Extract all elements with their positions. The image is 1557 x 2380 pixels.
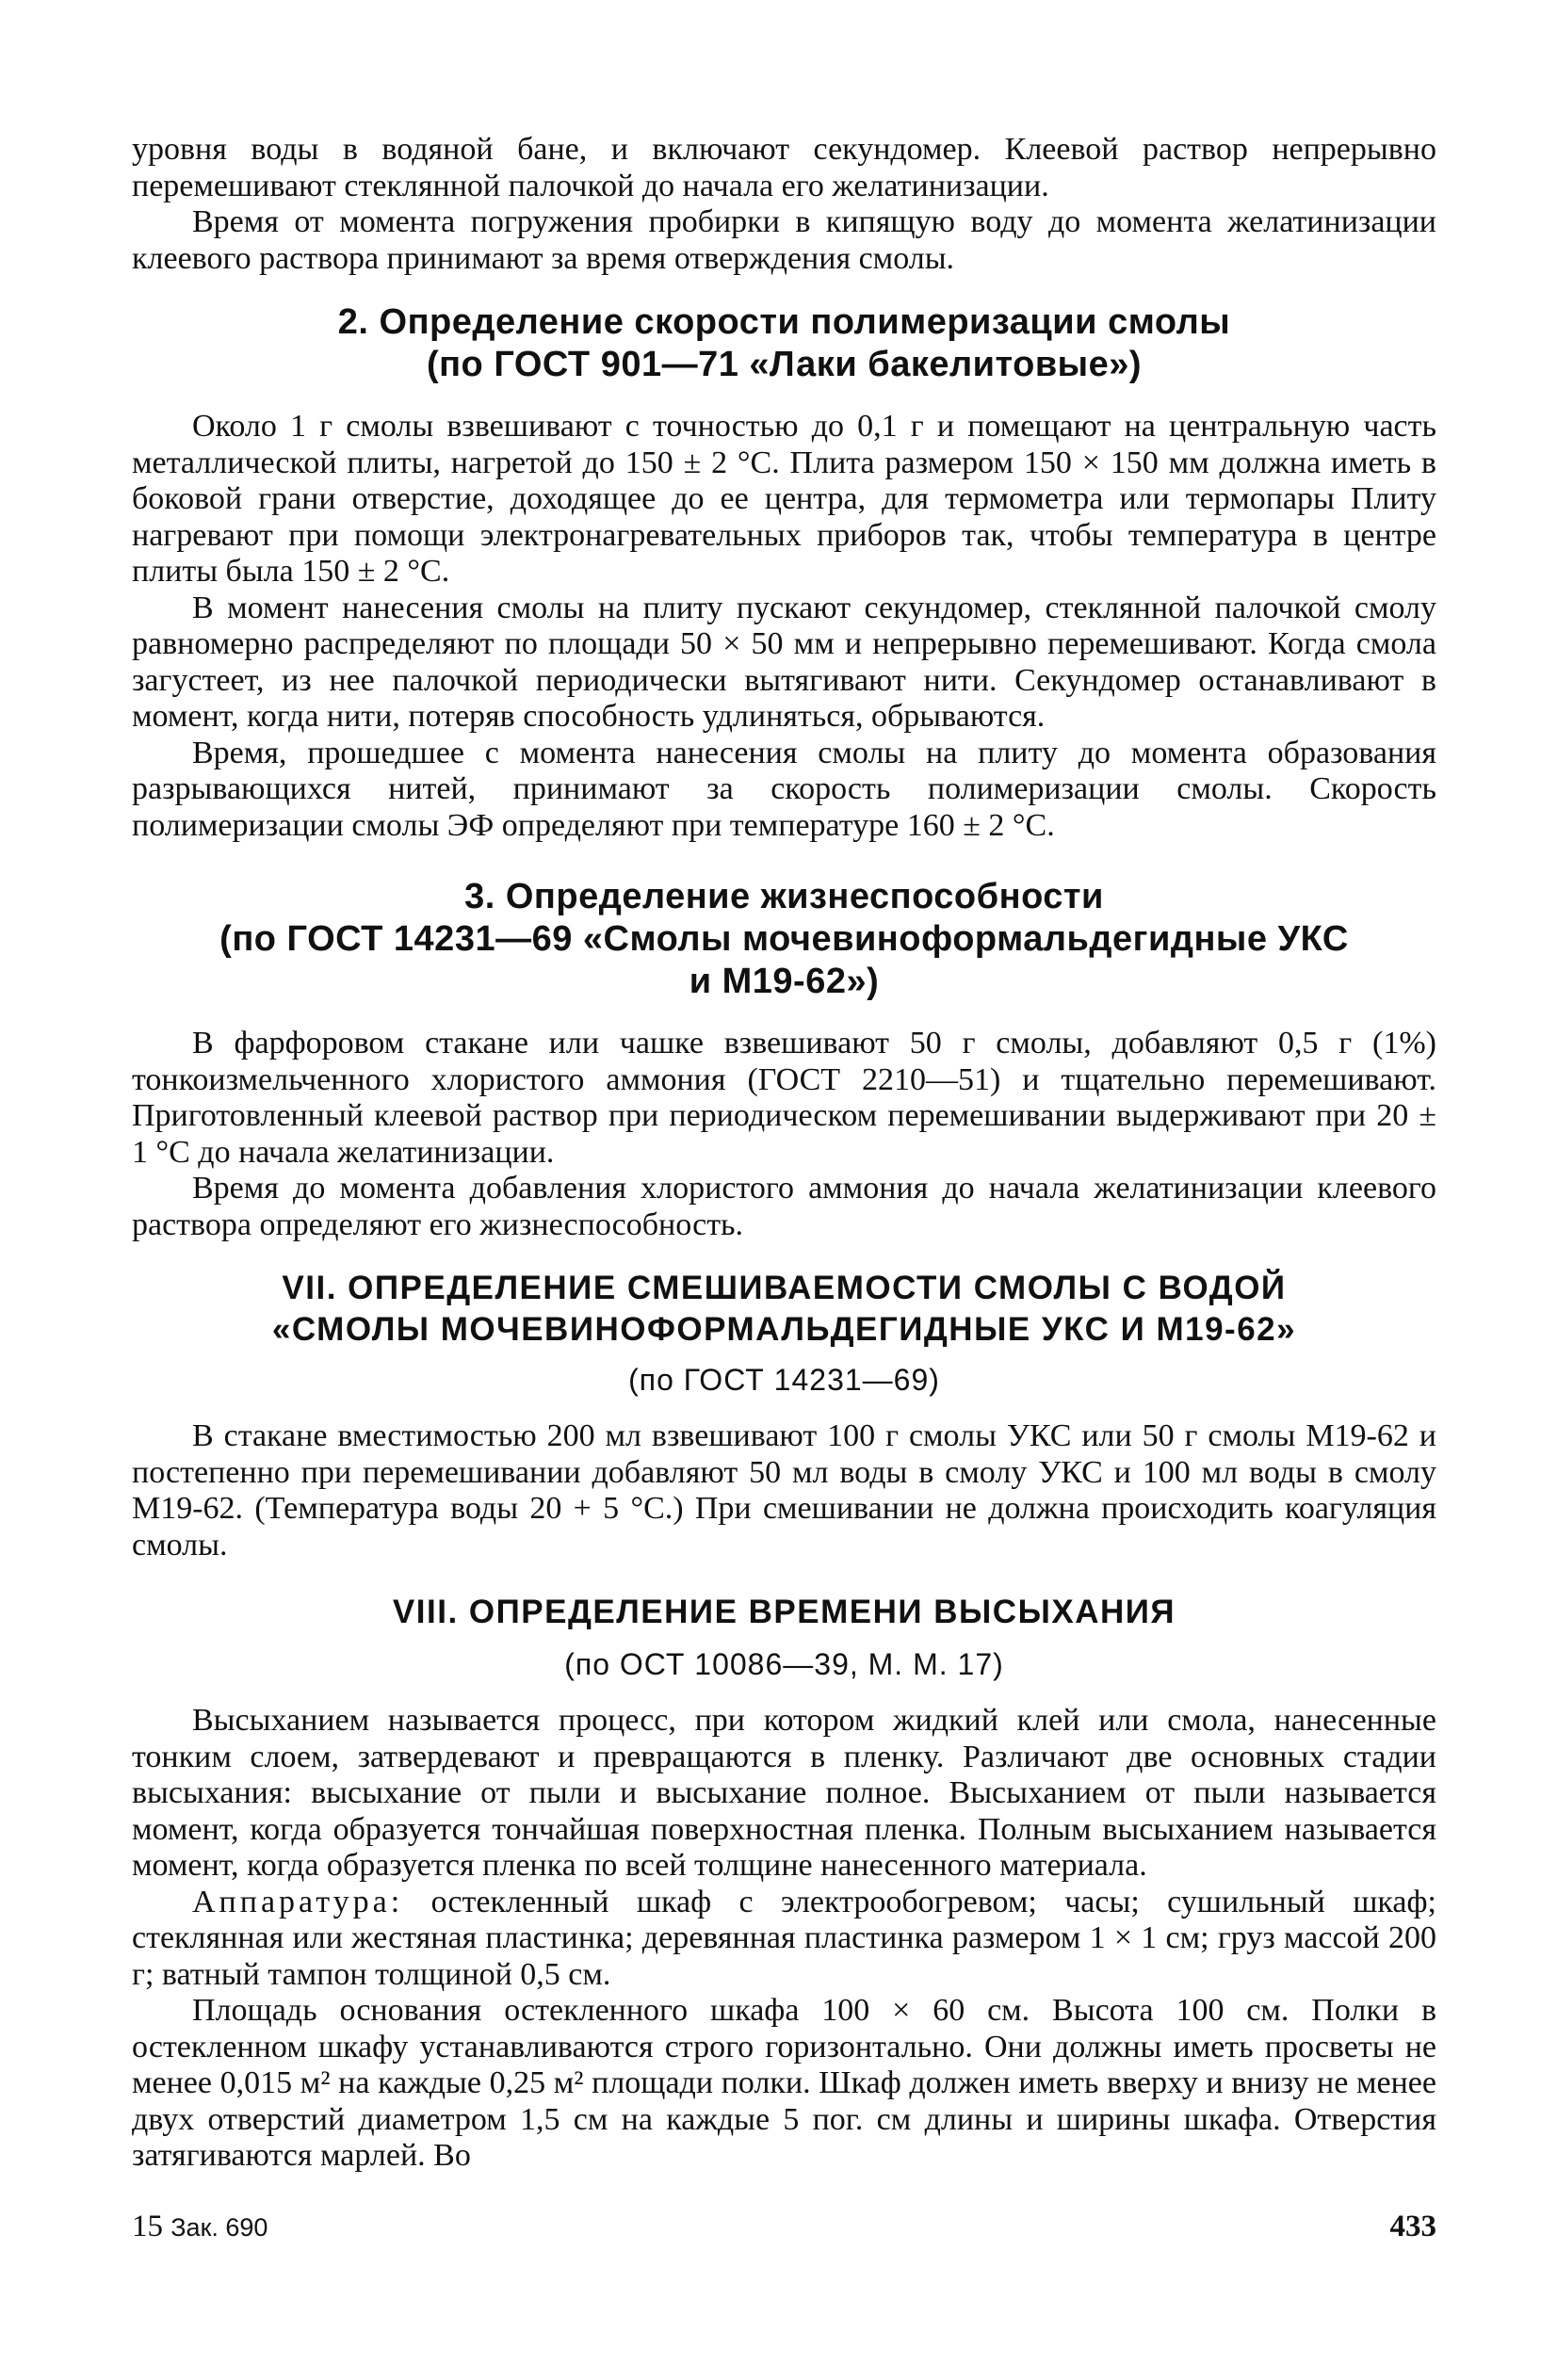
section-8-standard-ref: (по ОСТ 10086—39, М. М. 17)	[564, 1647, 1004, 1681]
section-2-paragraph-2: В момент нанесения смолы на плиту пускают секундомер, стеклянной палочкой смолу равномерно распределяют по площади 50 × 50 мм и непрерывно перемешивают. Когда смола загустеет, из нее палочкой периодически вытягивают нити. Секундомер останавливают в момент, когда нити, потеряв способность удлиняться, обрываются.	[132, 590, 1436, 734]
section-8-paragraph-3: Площадь основания остекленного шкафа 100 × 60 см. Высота 100 см. Полки в остекленном шкафу устанавливаются строго горизонтально. Они должны иметь просветы не менее 0,015 м² на каждые 0,25 м² площади полки. Шкаф должен иметь вверху и внизу не менее двух отверстий диаметром 1,5 см на каждые 5 пог. см длины и ширины шкафа. Отверстия затягиваются марлей. Во	[132, 1993, 1436, 2173]
page-number: 433	[1389, 2210, 1436, 2243]
section-3-paragraph-2: Время до момента добавления хлористого аммония до начала желатинизации клеевого раствора определяют его жизнеспособность.	[132, 1171, 1436, 1242]
section-3-heading-line-2: (по ГОСТ 14231—69 «Смолы мочевиноформальдегидные УКС	[219, 919, 1349, 959]
section-2-heading-line-2: (по ГОСТ 901—71 «Лаки бакелитовые»)	[426, 345, 1143, 384]
signature-number: 15	[132, 2210, 163, 2243]
intro-paragraph-1: уровня воды в водяной бане, и включают секундомер. Клеевой раствор непрерывно перемешивают стеклянной палочкой до начала его желатинизации.	[132, 132, 1436, 203]
order-number: Зак. 690	[170, 2213, 268, 2242]
section-2-paragraph-1: Около 1 г смолы взвешивают с точностью до 0,1 г и помещают на центральную часть металлической плиты, нагретой до 150 ± 2 °С. Плита размером 150 × 150 мм должна иметь в боковой грани отверстие, доходящее до ее центра, для термометра или термопары Плиту нагревают при помощи электронагревательных приборов так, чтобы температура в центре плиты была 150 ± 2 °С.	[132, 409, 1436, 589]
intro-paragraph-2: Время от момента погружения пробирки в кипящую воду до момента желатинизации клеевого раствора принимают за время отверждения смолы.	[132, 204, 1436, 276]
printer-signature	[132, 2210, 268, 2244]
section-7-heading-line-2: «СМОЛЫ МОЧЕВИНОФОРМАЛЬДЕГИДНЫЕ УКС И М19-62»	[271, 1311, 1297, 1348]
section-3-heading-line-1: 3. Определение жизнеспособности	[464, 877, 1104, 916]
section-2-heading-line-1: 2. Определение скорости полимеризации смолы	[337, 302, 1231, 342]
section-3-paragraph-1: В фарфоровом стакане или чашке взвешивают 50 г смолы, добавляют 0,5 г (1%) тонкоизмельченного хлористого аммония (ГОСТ 2210—51) и тщательно перемешивают. Приготовленный клеевой раствор при периодическом перемешивании выдерживают при 20 ± 1 °С до начала желатинизации.	[132, 1026, 1436, 1170]
section-3-heading-line-3: и М19-62»)	[689, 962, 880, 1001]
section-8-heading: VIII. ОПРЕДЕЛЕНИЕ ВРЕМЕНИ ВЫСЫХАНИЯ	[392, 1594, 1176, 1630]
section-2-paragraph-3: Время, прошедшее с момента нанесения смолы на плиту до момента образования разрывающихся нитей, принимают за скорость полимеризации смолы. Скорость полимеризации смолы ЭФ определяют при температуре 160 ± 2 °С.	[132, 735, 1436, 843]
section-7-paragraph-1: В стакане вместимостью 200 мл взвешивают 100 г смолы УКС или 50 г смолы М19-62 и постепенно при перемешивании добавляют 50 мл воды в смолу УКС и 100 мл воды в смолу М19-62. (Температура воды 20 + 5 °С.) При смешивании не должна происходить коагуляция смолы.	[132, 1418, 1436, 1562]
page-footer	[132, 2210, 1436, 2244]
section-8-paragraph-2	[132, 1885, 1436, 1994]
apparatus-text: остекленный шкаф с электрообогревом; часы; сушильный шкаф; стеклянная или жестяная пластинка; деревянная пластинка размером 1 × 1 см; груз массой 200 г; ватный тампон толщиной 0,5 см.	[132, 1884, 1436, 1992]
section-7-heading-line-1: VII. ОПРЕДЕЛЕНИЕ СМЕШИВАЕМОСТИ СМОЛЫ С ВОДОЙ	[282, 1270, 1287, 1306]
section-7-standard-ref: (по ГОСТ 14231—69)	[628, 1363, 940, 1397]
section-8-paragraph-1: Высыханием называется процесс, при котором жидкий клей или смола, нанесенные тонким слоем, затвердевают и превращаются в пленку. Различают две основных стадии высыхания: высыхание от пыли и высыхание полное. Высыханием от пыли называется момент, когда образуется тончайшая поверхностная пленка. Полным высыханием называется момент, когда образуется пленка по всей толщине нанесенного материала.	[132, 1703, 1436, 1883]
apparatus-label: Аппаратура:	[192, 1884, 404, 1919]
page-content	[132, 132, 1436, 2175]
